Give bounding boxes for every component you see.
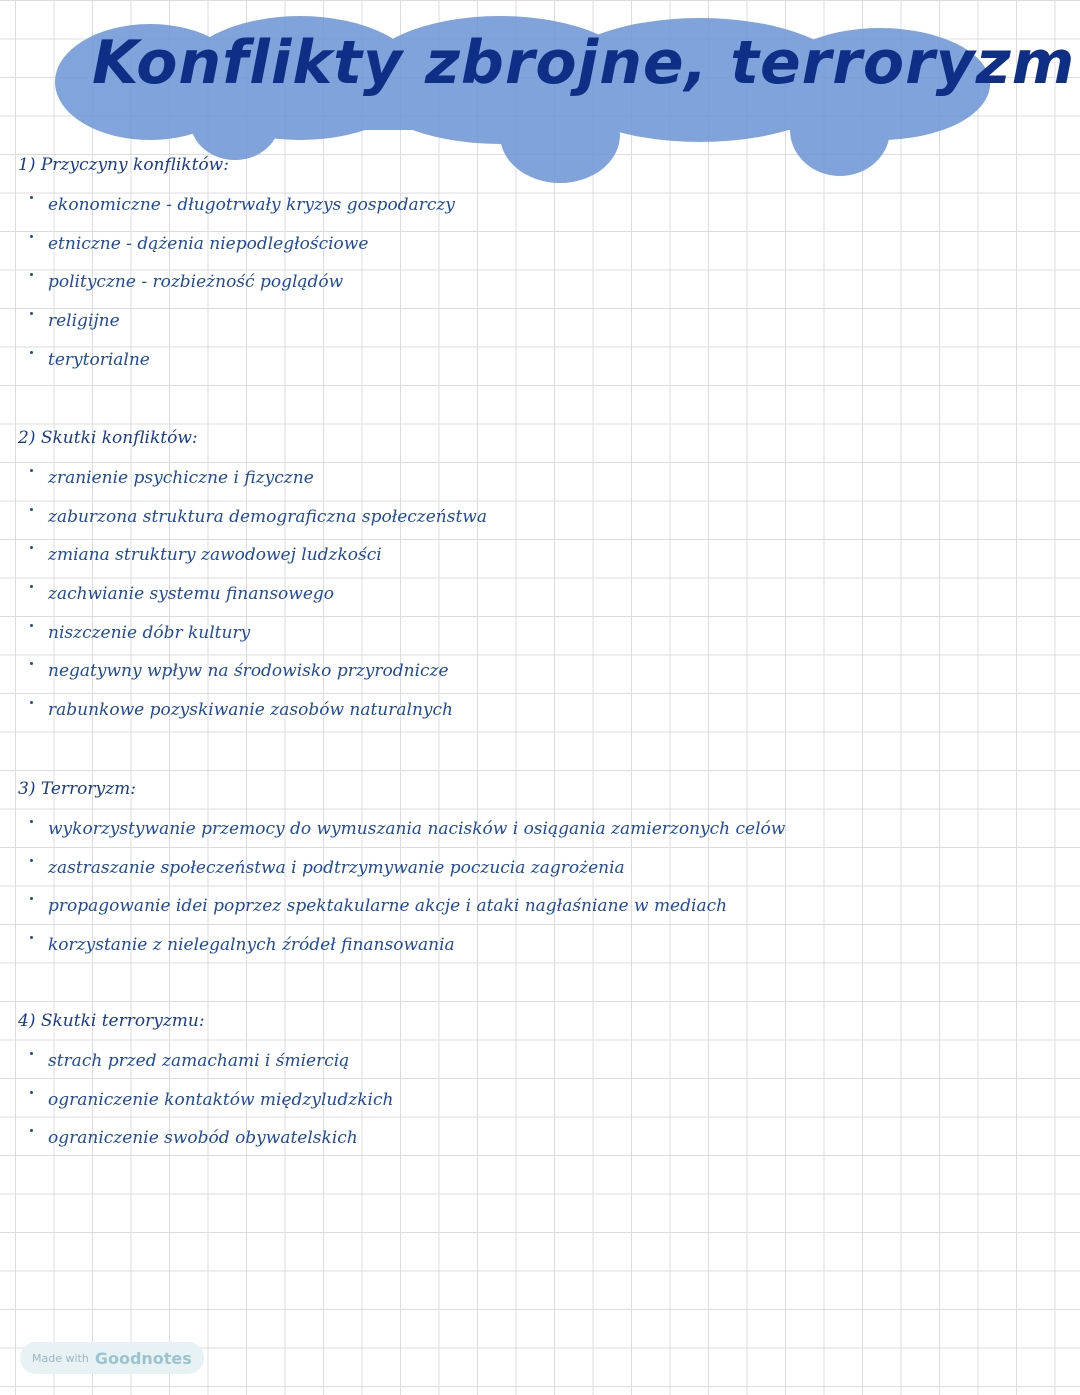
list-item <box>18 654 1058 693</box>
bullet-dot <box>30 701 33 704</box>
list-item-text: polityczne - rozbieżność poglądów <box>48 272 344 293</box>
section-terrorism <box>18 774 1058 967</box>
bullet-dot <box>30 936 33 939</box>
list-item <box>18 851 1058 890</box>
bullet-dot <box>30 235 33 238</box>
list-item-text: terytorialne <box>48 349 150 370</box>
section-heading: 3) Terroryzm: <box>18 779 136 799</box>
bullet-dot <box>30 820 33 823</box>
bullet-dot <box>30 859 33 862</box>
bullet-dot <box>30 312 33 315</box>
list-item <box>18 265 1058 304</box>
list-item-text: zranienie psychiczne i fizyczne <box>48 468 314 488</box>
list-item-text: strach przed zamachami i śmiercią <box>48 1051 350 1071</box>
list-item-text: wykorzystywanie przemocy do wymuszania nacisków i osiągania zamierzonych celów <box>48 819 786 839</box>
list-item-text: ograniczenie kontaktów międzyludzkich <box>48 1089 394 1110</box>
list-item-text: zmiana struktury zawodowej ludzkości <box>48 545 382 566</box>
bullet-dot <box>30 585 33 588</box>
list-item-text: zaburzona struktura demograficzna społeczeństwa <box>48 506 487 527</box>
bullet-dot <box>30 1052 33 1055</box>
badge-brand-text: Goodnotes <box>94 1348 192 1368</box>
section-heading: 4) Skutki terroryzmu: <box>18 1011 205 1031</box>
page-title: Konflikty zbrojne, terroryzm <box>92 28 1076 98</box>
list-item-text: korzystanie z nielegalnych źródeł finansowania <box>48 935 455 956</box>
list-item <box>18 693 1058 732</box>
bullet-dot <box>30 508 33 511</box>
list-item-text: ekonomiczne - długotrwały kryzys gospodarczy <box>48 195 455 215</box>
list-item-text: negatywny wpływ na środowisko przyrodnicze <box>48 661 449 682</box>
list-item <box>18 343 1058 382</box>
list-item <box>18 812 1058 851</box>
bullet-dot <box>30 273 33 276</box>
list-item-text: niszczenie dóbr kultury <box>48 622 251 643</box>
bullet-dot <box>30 897 33 900</box>
list-item-text: religijne <box>48 311 120 332</box>
list-item <box>18 304 1058 343</box>
list-item-text: zastraszanie społeczeństwa i podtrzymywanie poczucia zagrożenia <box>48 857 625 878</box>
section-effects <box>18 423 1058 732</box>
list-item <box>18 500 1058 539</box>
list-item-text: etniczne - dążenia niepodległościowe <box>48 233 369 254</box>
list-item <box>18 538 1058 577</box>
list-item <box>18 461 1058 500</box>
list-item-text: propagowanie idei poprzez spektakularne akcje i ataki nagłaśniane w mediach <box>48 896 728 917</box>
made-with-goodnotes-badge <box>20 1342 204 1374</box>
list-item <box>18 889 1058 928</box>
bullet-dot <box>30 1129 33 1132</box>
list-item <box>18 616 1058 655</box>
bullet-dot <box>30 351 33 354</box>
list-item <box>18 1083 1058 1122</box>
bullet-dot <box>30 662 33 665</box>
list-item <box>18 227 1058 266</box>
list-item <box>18 928 1058 967</box>
list-item-text: ograniczenie swobód obywatelskich <box>48 1128 358 1149</box>
list-item-text: zachwianie systemu finansowego <box>48 584 335 605</box>
list-item <box>18 188 1058 227</box>
list-item <box>18 577 1058 616</box>
list-item <box>18 1044 1058 1083</box>
section-causes <box>18 150 1058 381</box>
badge-made-with-text: Made with <box>32 1351 89 1365</box>
section-heading: 2) Skutki konfliktów: <box>18 428 198 448</box>
list-item-text: rabunkowe pozyskiwanie zasobów naturalnych <box>48 700 453 721</box>
bullet-dot <box>30 196 33 199</box>
bullet-dot <box>30 546 33 549</box>
bullet-dot <box>30 624 33 627</box>
section-heading: 1) Przyczyny konfliktów: <box>18 155 229 175</box>
bullet-dot <box>30 1091 33 1094</box>
list-item <box>18 1121 1058 1160</box>
bullet-dot <box>30 469 33 472</box>
section-terrorism-effects <box>18 1006 1058 1160</box>
